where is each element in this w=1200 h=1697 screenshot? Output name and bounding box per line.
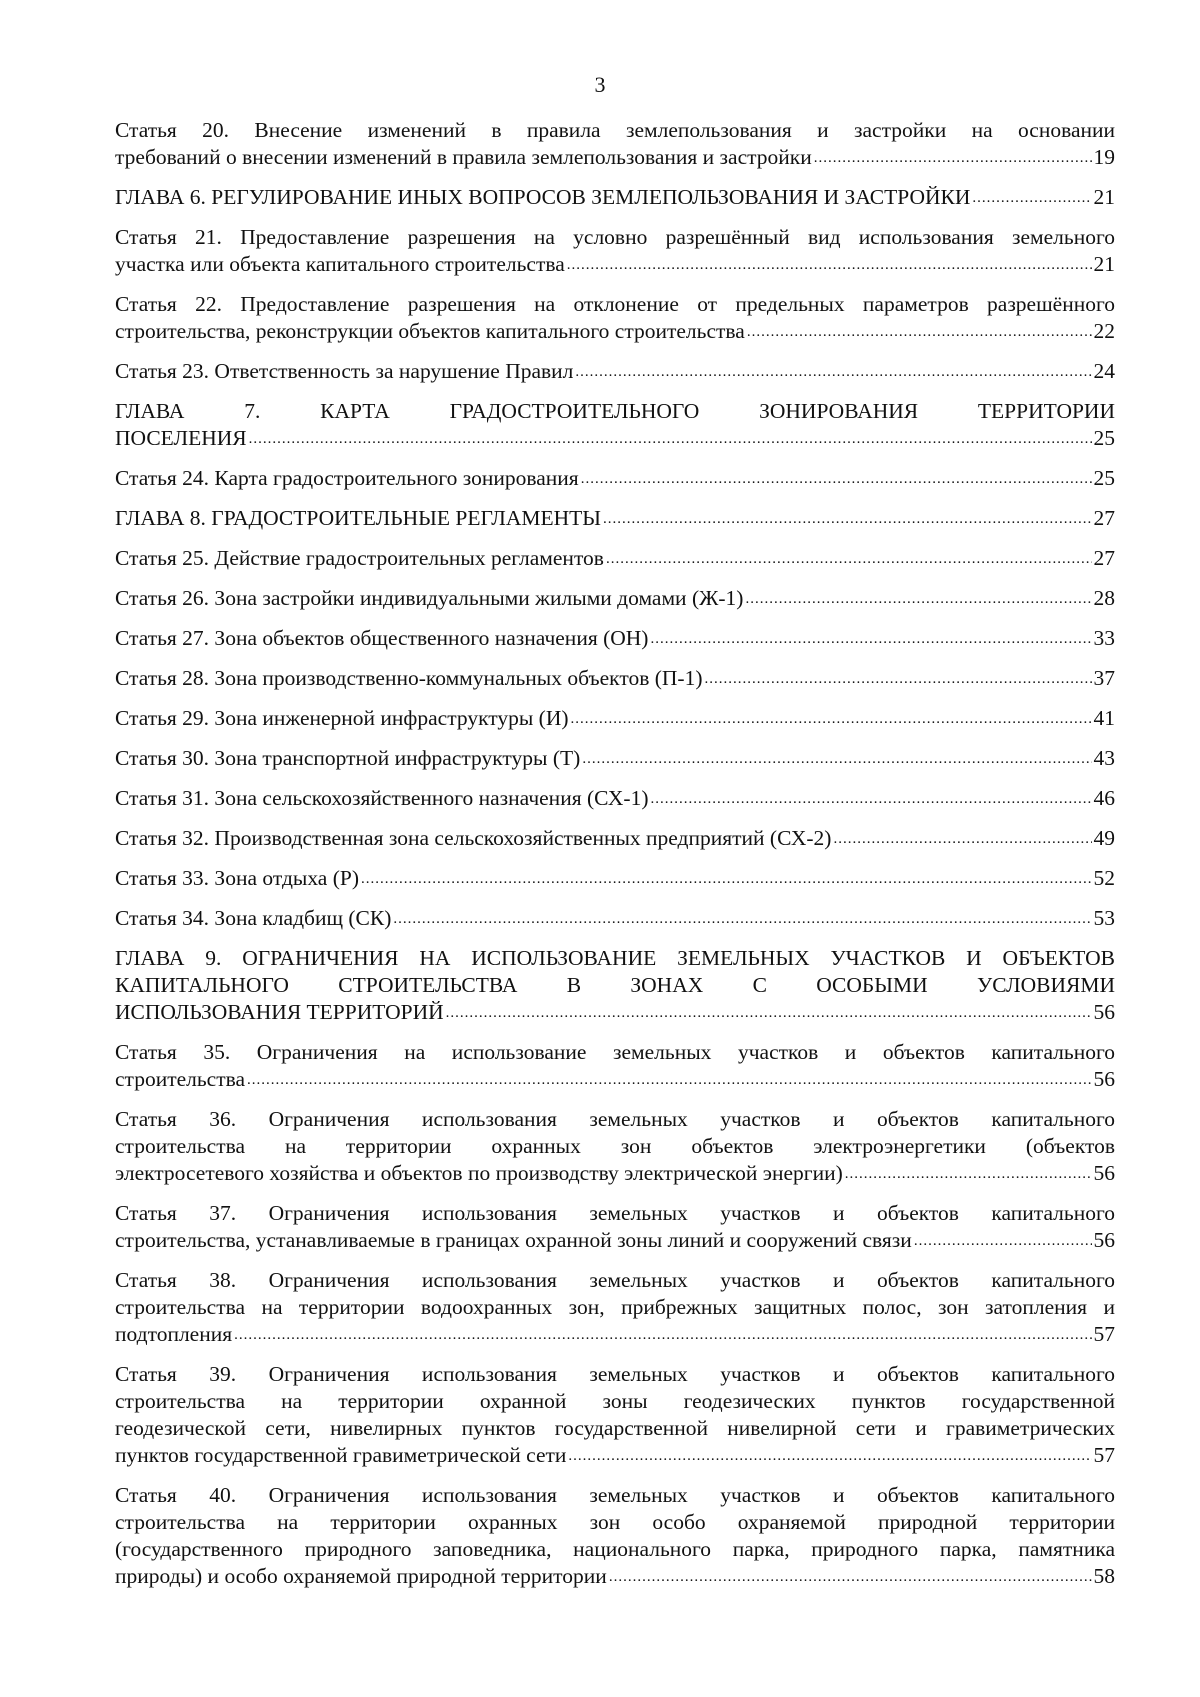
toc-entry-last-line (115, 785, 1115, 815)
toc-page-number: 43 (1093, 746, 1115, 770)
toc-entry-last-line (115, 1563, 1115, 1593)
toc-entry-title: строительства, устанавливаемые в границах охранной зоны линий и сооружений связи (115, 1228, 912, 1252)
toc-entry-last-line (115, 545, 1115, 575)
dot-leader (747, 319, 1092, 346)
toc-entry-title: природы) и особо охраняемой природной территории (115, 1564, 607, 1588)
toc-entry[interactable] (115, 785, 1115, 815)
toc-entry[interactable] (115, 545, 1115, 575)
toc-entry[interactable] (115, 398, 1115, 455)
page-number: 3 (594, 72, 606, 97)
toc-entry-title: Статья 26. Зона застройки индивидуальными жилыми домами (Ж-1) (115, 586, 744, 610)
toc-entry-last-line (115, 1227, 1115, 1257)
dot-leader (833, 826, 1091, 853)
toc-entry[interactable] (115, 1106, 1115, 1190)
toc-entry-title: Статья 23. Ответственность за нарушение Правил (115, 359, 574, 383)
toc-entry-title: требований о внесении изменений в правила землепользования и застройки (115, 145, 812, 169)
toc-entry[interactable] (115, 1200, 1115, 1257)
toc-entry[interactable] (115, 705, 1115, 735)
toc-entry-last-line (115, 905, 1115, 935)
toc-entry-line: Статья 35. Ограничения на использование земельных участков и объектов капитального (115, 1040, 1115, 1064)
toc-entry-title: Статья 24. Карта градостроительного зонирования (115, 466, 579, 490)
toc-entry[interactable] (115, 1361, 1115, 1472)
toc-entry-line: КАПИТАЛЬНОГО СТРОИТЕЛЬСТВА В ЗОНАХ С ОСОБЫМИ УСЛОВИЯМИ (115, 973, 1115, 997)
toc-entry-last-line (115, 665, 1115, 695)
dot-leader (745, 586, 1091, 613)
toc-entry-line: ГЛАВА 9. ОГРАНИЧЕНИЯ НА ИСПОЛЬЗОВАНИЕ ЗЕМЕЛЬНЫХ УЧАСТКОВ И ОБЪЕКТОВ (115, 946, 1115, 970)
toc-page-number: 28 (1093, 586, 1115, 610)
toc-entry[interactable] (115, 745, 1115, 775)
toc-entry-title: ГЛАВА 8. ГРАДОСТРОИТЕЛЬНЫЕ РЕГЛАМЕНТЫ (115, 506, 602, 530)
toc-entry[interactable] (115, 585, 1115, 615)
toc-page-number: 41 (1093, 706, 1115, 730)
toc-page-number: 58 (1093, 1564, 1115, 1588)
toc-entry-last-line (115, 705, 1115, 735)
toc-entry-line: Статья 37. Ограничения использования земельных участков и объектов капитального (115, 1201, 1115, 1225)
dot-leader (568, 1443, 1091, 1470)
toc-entry-last-line (115, 1066, 1115, 1096)
dot-leader (606, 546, 1092, 573)
toc-page-number: 56 (1093, 1000, 1115, 1024)
toc-entry-last-line (115, 1442, 1115, 1472)
table-of-contents (115, 117, 1115, 1603)
toc-entry-last-line (115, 625, 1115, 655)
toc-entry-title: Статья 34. Зона кладбищ (СК) (115, 906, 392, 930)
dot-leader (581, 466, 1092, 493)
toc-entry-last-line (115, 1321, 1115, 1351)
toc-entry-last-line (115, 585, 1115, 615)
toc-entry[interactable] (115, 117, 1115, 174)
dot-leader (361, 866, 1092, 893)
toc-entry-line: строительства на территории охранных зон особо охраняемой природной территории (115, 1510, 1115, 1534)
toc-page-number: 49 (1093, 826, 1115, 850)
toc-entry-last-line (115, 184, 1115, 214)
toc-page-number: 52 (1093, 866, 1115, 890)
toc-entry-title: Статья 28. Зона производственно-коммунальных объектов (П-1) (115, 666, 703, 690)
toc-page-number: 27 (1093, 506, 1115, 530)
toc-entry-line: строительства на территории водоохранных зон, прибрежных защитных полос, зон затопления и (115, 1295, 1115, 1319)
toc-page-number: 46 (1093, 786, 1115, 810)
dot-leader (845, 1161, 1092, 1188)
toc-entry[interactable] (115, 665, 1115, 695)
toc-entry-last-line (115, 318, 1115, 348)
toc-entry[interactable] (115, 505, 1115, 535)
toc-entry-line: (государственного природного заповедника, национального парка, природного парка, памятника (115, 1537, 1115, 1561)
toc-page-number: 33 (1093, 626, 1115, 650)
toc-page-number: 56 (1093, 1067, 1115, 1091)
toc-page-number: 22 (1093, 319, 1115, 343)
toc-page-number: 57 (1093, 1443, 1115, 1467)
toc-entry[interactable] (115, 1039, 1115, 1096)
toc-entry-title: Статья 30. Зона транспортной инфраструктуры (Т) (115, 746, 581, 770)
toc-entry-title: Статья 33. Зона отдыха (Р) (115, 866, 359, 890)
toc-page-number: 19 (1093, 145, 1115, 169)
toc-entry[interactable] (115, 625, 1115, 655)
toc-entry-last-line (115, 745, 1115, 775)
toc-page-number: 21 (1093, 252, 1115, 276)
toc-entry-last-line (115, 865, 1115, 895)
toc-entry[interactable] (115, 224, 1115, 281)
toc-page-number: 24 (1093, 359, 1115, 383)
toc-entry-title: Статья 25. Действие градостроительных регламентов (115, 546, 604, 570)
toc-entry[interactable] (115, 1267, 1115, 1351)
dot-leader (247, 1067, 1091, 1094)
toc-entry-last-line (115, 825, 1115, 855)
toc-page-number: 56 (1093, 1228, 1115, 1252)
toc-page-number: 27 (1093, 546, 1115, 570)
toc-page-number: 25 (1093, 466, 1115, 490)
toc-page-number: 37 (1093, 666, 1115, 690)
toc-entry-last-line (115, 1160, 1115, 1190)
toc-entry[interactable] (115, 358, 1115, 388)
toc-entry[interactable] (115, 945, 1115, 1029)
toc-entry[interactable] (115, 865, 1115, 895)
toc-entry[interactable] (115, 1482, 1115, 1593)
toc-entry-title: участка или объекта капитального строительства (115, 252, 565, 276)
toc-entry-line: строительства на территории охранных зон объектов электроэнергетики (объектов (115, 1134, 1115, 1158)
toc-entry-title: подтопления (115, 1322, 233, 1346)
toc-entry-title: строительства (115, 1067, 246, 1091)
toc-entry[interactable] (115, 291, 1115, 348)
toc-page-number: 21 (1093, 185, 1115, 209)
toc-entry-line: Статья 36. Ограничения использования земельных участков и объектов капитального (115, 1107, 1115, 1131)
dot-leader (650, 626, 1091, 653)
toc-entry-line: строительства на территории охранной зоны геодезических пунктов государственной (115, 1389, 1115, 1413)
toc-entry-title: ИСПОЛЬЗОВАНИЯ ТЕРРИТОРИЙ (115, 1000, 444, 1024)
dot-leader (609, 1564, 1092, 1591)
toc-entry-last-line (115, 465, 1115, 495)
dot-leader (249, 426, 1092, 453)
toc-entry-last-line (115, 505, 1115, 535)
toc-entry-last-line (115, 425, 1115, 455)
dot-leader (972, 185, 1091, 212)
toc-entry-last-line (115, 144, 1115, 174)
toc-entry[interactable] (115, 184, 1115, 214)
toc-entry-line: ГЛАВА 7. КАРТА ГРАДОСТРОИТЕЛЬНОГО ЗОНИРОВАНИЯ ТЕРРИТОРИИ (115, 399, 1115, 423)
toc-page-number: 53 (1093, 906, 1115, 930)
toc-entry-line: Статья 22. Предоставление разрешения на отклонение от предельных параметров разрешённого (115, 292, 1115, 316)
dot-leader (582, 746, 1091, 773)
toc-entry-line: Статья 39. Ограничения использования земельных участков и объектов капитального (115, 1362, 1115, 1386)
toc-entry[interactable] (115, 905, 1115, 935)
dot-leader (567, 252, 1092, 279)
dot-leader (651, 786, 1092, 813)
toc-entry-line: Статья 21. Предоставление разрешения на условно разрешённый вид использования земельного (115, 225, 1115, 249)
dot-leader (446, 1000, 1092, 1027)
toc-entry-line: Статья 40. Ограничения использования земельных участков и объектов капитального (115, 1483, 1115, 1507)
toc-entry-title: Статья 31. Зона сельскохозяйственного назначения (СХ-1) (115, 786, 649, 810)
toc-entry-title: пунктов государственной гравиметрической сети (115, 1443, 567, 1467)
toc-entry-title: строительства, реконструкции объектов капитального строительства (115, 319, 745, 343)
toc-page-number: 25 (1093, 426, 1115, 450)
dot-leader (575, 359, 1091, 386)
dot-leader (705, 666, 1092, 693)
dot-leader (234, 1322, 1091, 1349)
dot-leader (914, 1228, 1092, 1255)
toc-entry-last-line (115, 358, 1115, 388)
toc-entry-title: электросетевого хозяйства и объектов по производству электрической энергии) (115, 1161, 843, 1185)
toc-entry-title: Статья 32. Производственная зона сельскохозяйственных предприятий (СХ-2) (115, 826, 832, 850)
dot-leader (393, 906, 1091, 933)
toc-page-number: 56 (1093, 1161, 1115, 1185)
dot-leader (814, 145, 1092, 172)
toc-entry-line: Статья 20. Внесение изменений в правила землепользования и застройки на основании (115, 118, 1115, 142)
toc-entry[interactable] (115, 825, 1115, 855)
toc-entry-title: ПОСЕЛЕНИЯ (115, 426, 247, 450)
toc-entry-title: ГЛАВА 6. РЕГУЛИРОВАНИЕ ИНЫХ ВОПРОСОВ ЗЕМЛЕПОЛЬЗОВАНИЯ И ЗАСТРОЙКИ (115, 185, 971, 209)
toc-entry[interactable] (115, 465, 1115, 495)
toc-entry-title: Статья 29. Зона инженерной инфраструктуры (И) (115, 706, 569, 730)
toc-page-number: 57 (1093, 1322, 1115, 1346)
toc-entry-last-line (115, 251, 1115, 281)
dot-leader (603, 506, 1091, 533)
dot-leader (571, 706, 1092, 733)
toc-entry-line: Статья 38. Ограничения использования земельных участков и объектов капитального (115, 1268, 1115, 1292)
toc-entry-last-line (115, 999, 1115, 1029)
toc-entry-line: геодезической сети, нивелирных пунктов государственной нивелирной сети и гравиметрических (115, 1416, 1115, 1440)
toc-entry-title: Статья 27. Зона объектов общественного назначения (ОН) (115, 626, 649, 650)
